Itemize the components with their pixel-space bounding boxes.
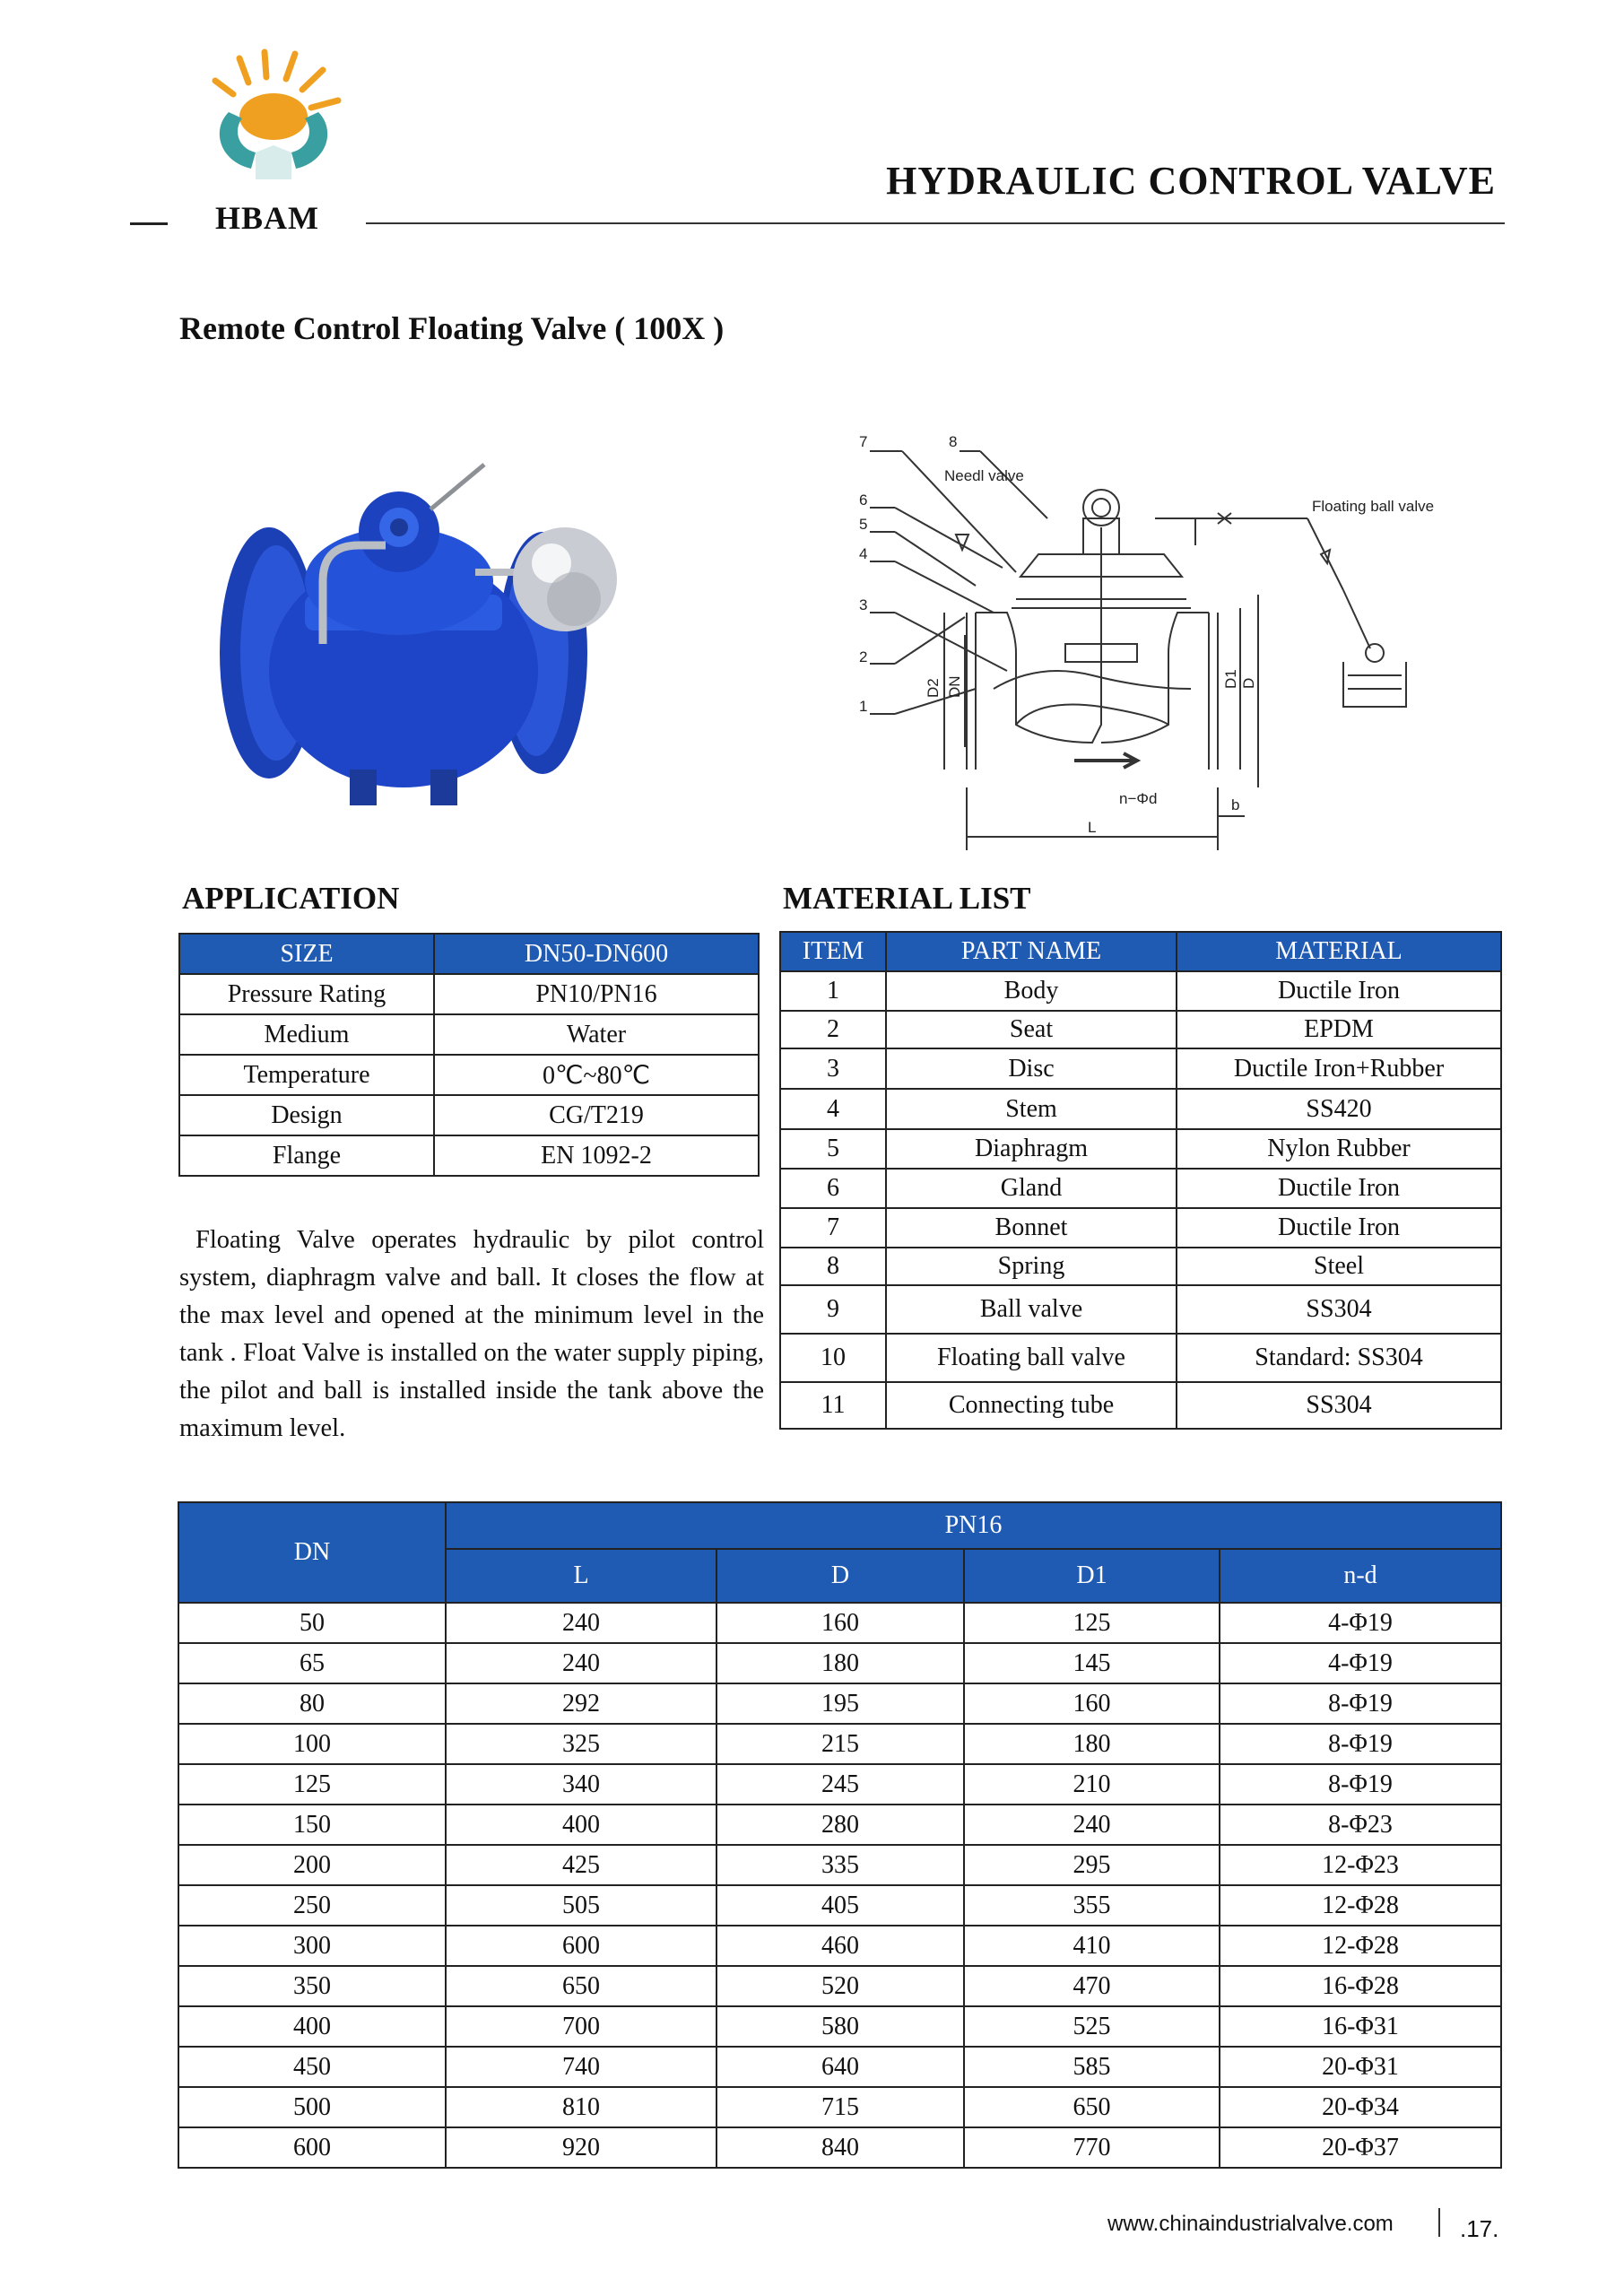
table-cell: 585 [964,2047,1220,2087]
table-row [179,1135,759,1176]
table-cell: 840 [716,2127,964,2168]
table-cell: 215 [716,1724,964,1764]
table-cell: 8-Φ19 [1220,1764,1501,1805]
table-row [780,1248,1501,1285]
table-row [780,1129,1501,1169]
table-cell: 640 [716,2047,964,2087]
drawing-label-l: L [1088,819,1097,836]
table-cell: 12-Φ23 [1220,1845,1501,1885]
drawing-label-n-phi-d: n−Φd [1119,790,1158,807]
table-row [178,1966,1501,2006]
table-cell: 150 [178,1805,446,1845]
table-cell: 400 [446,1805,716,1845]
table-cell: 350 [178,1966,446,2006]
table-cell: 12-Φ28 [1220,1926,1501,1966]
application-heading: APPLICATION [182,881,400,916]
drawing-label-7: 7 [859,433,868,450]
drawing-label-4: 4 [859,545,868,562]
table-cell: 8 [780,1248,886,1285]
table-cell: 20-Φ34 [1220,2087,1501,2127]
column-header: MATERIAL [1177,932,1501,971]
table-cell: 180 [716,1643,964,1683]
table-cell: 145 [964,1643,1220,1683]
table-cell: Bonnet [886,1208,1177,1248]
material-table [779,931,1502,1430]
table-cell: 2 [780,1011,886,1048]
brand-name: HBAM [215,200,319,236]
table-cell: 20-Φ37 [1220,2127,1501,2168]
table-cell: 180 [964,1724,1220,1764]
table-cell: 600 [178,2127,446,2168]
table-cell: 335 [716,1845,964,1885]
table-cell: 405 [716,1885,964,1926]
table-header-row [179,934,759,974]
table-cell: 9 [780,1285,886,1334]
table-row [178,1885,1501,1926]
table-row [780,1048,1501,1089]
table-cell: PN10/PN16 [434,974,759,1014]
table-cell: 12-Φ28 [1220,1885,1501,1926]
table-cell: 340 [446,1764,716,1805]
header-rule [366,222,1505,224]
header-dash [130,222,168,225]
table-cell: 195 [716,1683,964,1724]
table-cell: 295 [964,1845,1220,1885]
column-header: D1 [964,1549,1220,1603]
table-cell: 8-Φ19 [1220,1724,1501,1764]
table-cell: 20-Φ31 [1220,2047,1501,2087]
table-cell: Ductile Iron [1177,1208,1501,1248]
table-row [178,2087,1501,2127]
table-cell: 5 [780,1129,886,1169]
table-cell: 125 [178,1764,446,1805]
table-cell: 920 [446,2127,716,2168]
table-cell: 11 [780,1382,886,1429]
product-title: Remote Control Floating Valve ( 100X ) [179,310,725,346]
table-cell: 50 [178,1603,446,1643]
column-header: n-d [1220,1549,1501,1603]
table-header-row [780,932,1501,971]
table-cell: 500 [178,2087,446,2127]
table-row [780,1334,1501,1382]
description-text: Floating Valve operates hydraulic by pilot control system, diaphragm valve and ball. It closes the flow at the max level and opened at the minimum level in the tank . Float Valve is installed on the water supply piping, the pilot and ball is installed inside the tank above the maximum level. [179,1226,764,1442]
column-header: L [446,1549,716,1603]
table-cell: CG/T219 [434,1095,759,1135]
table-cell: 1 [780,971,886,1011]
dimension-table-body [178,1603,1501,2168]
table-cell: Steel [1177,1248,1501,1285]
table-cell: EN 1092-2 [434,1135,759,1176]
page-number: .17. [1460,2215,1499,2242]
table-row [178,1724,1501,1764]
table-cell: 8-Φ23 [1220,1805,1501,1845]
table-row [178,1683,1501,1724]
table-cell: Design [179,1095,434,1135]
table-row [178,2047,1501,2087]
table-row [179,974,759,1014]
material-list-heading: MATERIAL LIST [783,881,1031,916]
table-cell: 240 [446,1603,716,1643]
table-cell: 4-Φ19 [1220,1643,1501,1683]
table-cell: Water [434,1014,759,1055]
table-cell: 4-Φ19 [1220,1603,1501,1643]
table-cell: 6 [780,1169,886,1208]
table-cell: 520 [716,1966,964,2006]
table-cell: 325 [446,1724,716,1764]
column-header: PART NAME [886,932,1177,971]
column-header: D [716,1549,964,1603]
table-cell: 125 [964,1603,1220,1643]
table-cell: Ductile Iron [1177,1169,1501,1208]
table-row [178,2127,1501,2168]
table-row [780,1011,1501,1048]
table-cell: SS304 [1177,1382,1501,1429]
table-cell: 200 [178,1845,446,1885]
table-cell: 160 [964,1683,1220,1724]
table-row [179,1055,759,1095]
table-cell: 505 [446,1885,716,1926]
table-cell: Spring [886,1248,1177,1285]
table-cell: Floating ball valve [886,1334,1177,1382]
table-row [780,971,1501,1011]
table-cell: Disc [886,1048,1177,1089]
table-row [178,1926,1501,1966]
table-row [179,1095,759,1135]
drawing-label-needle-valve: Needl valve [944,467,1024,484]
table-row [780,1169,1501,1208]
footer-url: www.chinaindustrialvalve.com [1107,2212,1394,2236]
table-cell: SS420 [1177,1089,1501,1129]
table-cell: Pressure Rating [179,974,434,1014]
table-cell: 650 [964,2087,1220,2127]
table-cell: 7 [780,1208,886,1248]
table-cell: 410 [964,1926,1220,1966]
table-row [178,1805,1501,1845]
drawing-label-8: 8 [949,433,958,450]
table-cell: Flange [179,1135,434,1176]
table-cell: 240 [964,1805,1220,1845]
table-cell: 240 [446,1643,716,1683]
table-cell: 250 [178,1885,446,1926]
table-cell: 292 [446,1683,716,1724]
table-cell: EPDM [1177,1011,1501,1048]
table-cell: 600 [446,1926,716,1966]
table-cell: 16-Φ31 [1220,2006,1501,2047]
table-cell: Stem [886,1089,1177,1129]
drawing-label-d: D [1240,677,1257,689]
drawing-label-d2: D2 [925,678,942,698]
drawing-label-d1: D1 [1222,669,1239,689]
table-cell: 470 [964,1966,1220,2006]
table-cell: 400 [178,2006,446,2047]
application-table [178,933,760,1177]
document-title: HYDRAULIC CONTROL VALVE [886,159,1496,203]
table-cell: 715 [716,2087,964,2127]
valve-photo [206,447,637,823]
column-header: DN50-DN600 [434,934,759,974]
column-header: SIZE [179,934,434,974]
table-cell: 245 [716,1764,964,1805]
table-cell: Gland [886,1169,1177,1208]
column-group-header: PN16 [446,1502,1501,1549]
table-cell: 160 [716,1603,964,1643]
table-cell: 580 [716,2006,964,2047]
table-cell: Body [886,971,1177,1011]
table-cell: 450 [178,2047,446,2087]
table-cell: 300 [178,1926,446,1966]
table-row [178,1764,1501,1805]
table-row [178,2006,1501,2047]
table-cell: 740 [446,2047,716,2087]
table-cell: 65 [178,1643,446,1683]
table-header-row [178,1502,1501,1549]
table-cell: 525 [964,2006,1220,2047]
table-row [780,1208,1501,1248]
drawing-label-6: 6 [859,491,868,509]
table-cell: 460 [716,1926,964,1966]
table-cell: 80 [178,1683,446,1724]
table-row [780,1285,1501,1334]
table-cell: 210 [964,1764,1220,1805]
table-cell: Ductile Iron+Rubber [1177,1048,1501,1089]
table-cell: Ball valve [886,1285,1177,1334]
footer-divider [1438,2208,1440,2237]
table-cell: 700 [446,2006,716,2047]
table-row [179,1014,759,1055]
table-row [178,1603,1501,1643]
table-cell: Standard: SS304 [1177,1334,1501,1382]
table-cell: Ductile Iron [1177,971,1501,1011]
drawing-label-3: 3 [859,596,868,613]
description-paragraph [179,1222,764,1448]
table-cell: 355 [964,1885,1220,1926]
table-cell: Connecting tube [886,1382,1177,1429]
dimension-table [178,1501,1502,2169]
table-cell: 650 [446,1966,716,2006]
table-cell: Medium [179,1014,434,1055]
valve-technical-drawing [859,429,1469,859]
table-row [780,1382,1501,1429]
table-cell: 425 [446,1845,716,1885]
table-cell: Seat [886,1011,1177,1048]
table-cell: Temperature [179,1055,434,1095]
table-cell: 810 [446,2087,716,2127]
table-cell: 770 [964,2127,1220,2168]
table-cell: 16-Φ28 [1220,1966,1501,2006]
table-cell: 8-Φ19 [1220,1683,1501,1724]
table-cell: 100 [178,1724,446,1764]
drawing-label-dn: DN [946,675,963,698]
table-cell: 4 [780,1089,886,1129]
column-header: ITEM [780,932,886,971]
drawing-label-5: 5 [859,516,868,533]
table-cell: 280 [716,1805,964,1845]
table-row [780,1089,1501,1129]
table-cell: Nylon Rubber [1177,1129,1501,1169]
hbam-logo [202,45,354,197]
column-header-dn: DN [178,1502,446,1603]
table-cell: 10 [780,1334,886,1382]
drawing-label-floating-ball-valve: Floating ball valve [1312,498,1435,515]
table-cell: Diaphragm [886,1129,1177,1169]
table-cell: 3 [780,1048,886,1089]
drawing-label-1: 1 [859,698,868,715]
table-cell: 0℃~80℃ [434,1055,759,1095]
drawing-label-2: 2 [859,648,868,665]
table-row [178,1643,1501,1683]
table-cell: SS304 [1177,1285,1501,1334]
table-row [178,1845,1501,1885]
drawing-label-b: b [1231,796,1240,813]
